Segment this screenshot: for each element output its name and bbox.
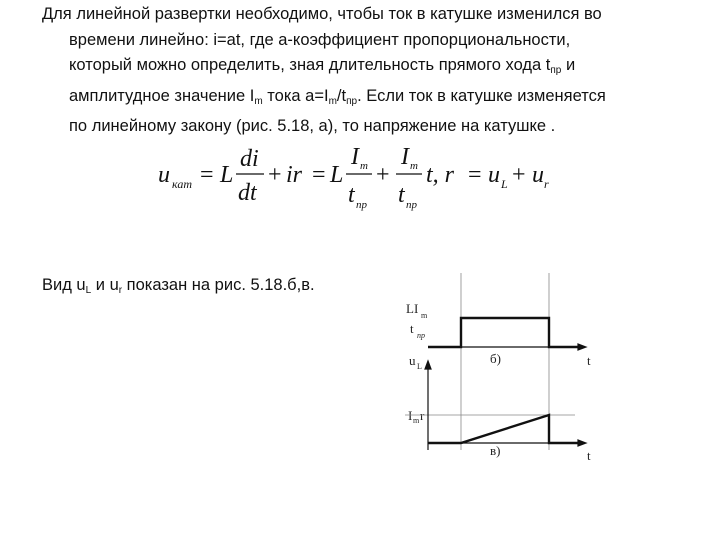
paragraph-text: времени линейно: i=at, где а-коэффициент пропорциональности, xyxy=(69,30,571,49)
voltage-formula xyxy=(150,140,550,220)
formula-L: L xyxy=(330,162,344,188)
paragraph-text: тока a=I xyxy=(262,86,329,105)
formula-t: t xyxy=(398,182,405,208)
paragraph-line xyxy=(42,114,682,140)
subscript: m xyxy=(254,95,263,107)
label-uL: u xyxy=(409,353,416,368)
label-t-axis: t xyxy=(587,353,591,368)
formula-eq: = xyxy=(468,162,482,188)
formula-dt: dt xyxy=(238,180,257,206)
formula-plus: + xyxy=(512,162,526,188)
label-tpr-sub: пр xyxy=(417,331,425,340)
subscript: L xyxy=(85,285,92,296)
formula-L: L xyxy=(220,162,234,188)
formula-ir: ir xyxy=(286,162,303,188)
formula-eq: = xyxy=(200,162,214,188)
label-t-axis: t xyxy=(587,448,591,463)
waveform-diagram xyxy=(400,265,610,465)
formula-Im-sub: m xyxy=(360,160,368,172)
label-tpr: t xyxy=(410,321,414,336)
label-v: в) xyxy=(490,443,501,458)
label-b: б) xyxy=(490,351,501,366)
formula-ur-sub: r xyxy=(544,177,549,191)
formula-plus: + xyxy=(268,162,282,188)
formula-Im-sub: m xyxy=(410,160,418,172)
paragraph-text: /t xyxy=(336,86,347,105)
label-uL-sub: L xyxy=(417,362,422,371)
paragraph-line xyxy=(42,53,682,84)
ur-waveform xyxy=(428,415,582,443)
paragraph-line xyxy=(42,28,682,54)
figure-caption xyxy=(42,276,315,296)
formula-u-sub: кат xyxy=(172,177,192,191)
formula-Im: I xyxy=(401,144,409,170)
paragraph-line xyxy=(42,84,682,115)
paragraph-text: амплитудное значение I xyxy=(69,86,255,105)
caption-text: и u xyxy=(91,276,119,294)
caption-text: показан на рис. 5.18.б,в. xyxy=(122,276,315,294)
subscript: m xyxy=(328,95,337,107)
label-Imr-r: r xyxy=(420,408,425,423)
intro-paragraph xyxy=(42,2,682,140)
formula-t-sub: пр xyxy=(406,199,417,211)
subscript: r xyxy=(118,285,123,296)
subscript: пр xyxy=(346,95,358,107)
formula-eq: = xyxy=(312,162,326,188)
label-LIm-sub: m xyxy=(421,311,428,320)
formula-t-r: t, r xyxy=(426,162,455,188)
formula-Im: I xyxy=(351,144,359,170)
arrow-up-icon xyxy=(425,361,431,369)
formula-u: u xyxy=(158,162,170,188)
paragraph-text: . Если ток в катушке изменяется xyxy=(357,86,606,105)
caption-text: Вид u xyxy=(42,276,86,294)
formula-t: t xyxy=(348,182,355,208)
formula-uL: u xyxy=(488,162,500,188)
formula-ur: u xyxy=(532,162,544,188)
formula-t-sub: пр xyxy=(356,199,367,211)
label-Imr: I xyxy=(408,408,413,423)
uL-waveform xyxy=(428,318,582,347)
formula-plus: + xyxy=(376,162,390,188)
paragraph-text: и xyxy=(561,56,576,74)
paragraph-text: Для линейной развертки необходимо, чтобы ток в катушке изменился во xyxy=(42,5,602,23)
paragraph-text: по линейному закону (рис. 5.18, а), то напряжение на катушке . xyxy=(69,117,556,135)
label-LIm: LI xyxy=(406,301,419,316)
subscript: пр xyxy=(550,65,562,76)
paragraph-line xyxy=(42,2,682,28)
formula-di: di xyxy=(240,146,259,172)
label-Imr-sub: m xyxy=(413,416,420,425)
formula-uL-sub: L xyxy=(501,177,508,191)
paragraph-text: который можно определить, зная длительность прямого хода t xyxy=(69,56,551,74)
